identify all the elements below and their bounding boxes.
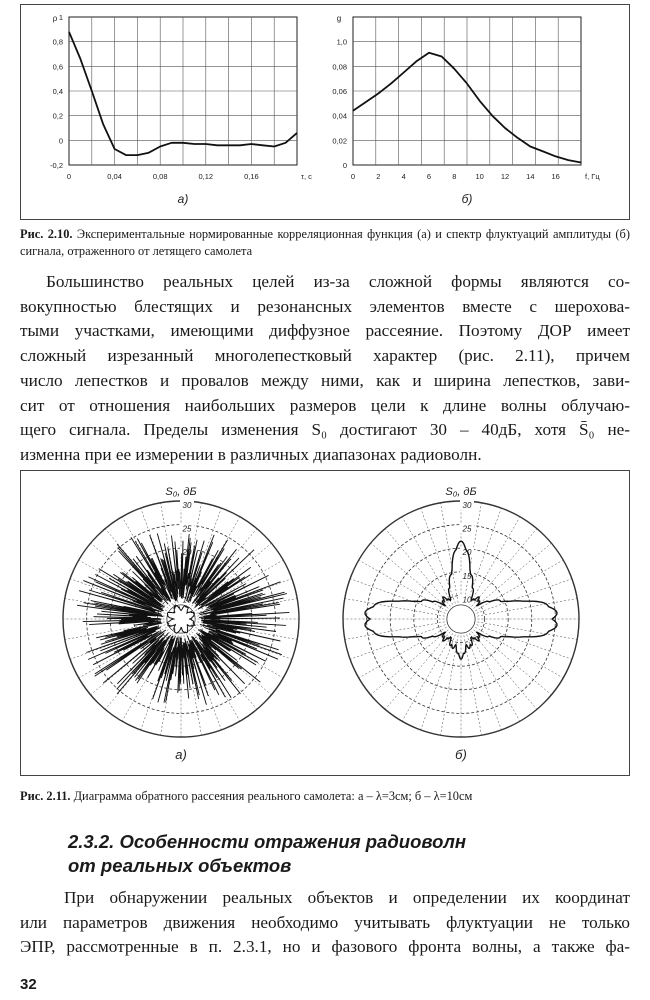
paragraph-1-line: вокупностью блестящих и резонансных элементов вместе с шерохова- [20,296,630,316]
polar-spoke [472,632,537,710]
polar-spoke [441,635,459,735]
polar-plot-b [343,486,579,762]
y-tick-label: 0,04 [332,111,347,121]
polar-spoke [477,625,572,660]
figure-2-10-caption-label: Рис. 2.10. [20,227,73,241]
radial-tick-label: 15 [462,571,472,581]
x-tick-label: 2 [376,172,381,181]
radial-axis-label: S₀, дБ [165,486,197,498]
x-tick-label: 0,08 [152,172,168,181]
x-tick-label: 0,16 [244,172,259,181]
polar-plot-a [63,486,299,762]
y-tick-label: -0,2 [50,161,63,170]
polar-spoke [467,635,502,730]
paragraph-1-line: число лепестков и провалов между ними, как и ширина лепестков, зави- [20,370,630,390]
polar-spoke [477,579,572,614]
polar-spoke [371,543,449,608]
y-tick-label: 0 [58,136,63,146]
x-tick-label: 0 [350,172,356,181]
paragraph-2-line: или параметров движения необходимо учитывать флуктуации не только [20,912,630,932]
x-tick-label: 10 [475,172,484,181]
paragraph-1-line: изменна при ее измерении в различных диапазонах радиоволн. [20,444,482,464]
polar-spoke [385,632,450,710]
polar-spoke [474,630,552,695]
panel-label: а) [175,747,187,762]
radial-tick-label: 25 [462,524,472,534]
paragraph-1-line: Большинство реальных целей из-за сложной формы являются со- [46,272,630,291]
radial-tick-label: 30 [182,501,192,510]
paragraph-2 [20,886,630,960]
radial-tick-label: 10 [182,595,192,605]
paragraph-1 [20,270,630,468]
spectrum-plot [332,14,600,206]
paragraph-1-line: тыми участками, имеющими диффузное рассеяние. Поэтому ДОР имеет [20,321,630,341]
paragraph-2-line: ЭПР, рассмотренные в п. 2.3.1, но и фазового фронта волны, а также фа- [20,937,630,957]
paragraph-1-line: щего сигнала. Пределы изменения S₀ достигают 30 – 40дБ, хотя S̄₀ не- [20,420,630,440]
y-tick-label: 0,02 [332,136,347,146]
y-tick-label: 0,08 [332,62,347,72]
x-axis-label: τ, с [301,172,312,181]
paragraph-1-line: сложный изрезанный многолепестковый характер (рис. 2.11), причем [20,346,630,366]
radial-tick-label: 20 [462,548,472,558]
figure-2-10-caption [20,226,630,260]
paragraph-2-line: При обнаружении реальных объектов и определении их координат [64,888,630,907]
figure-2-11-caption-text: Диаграмма обратного рассеяния реального самолета: а – λ=3см; б – λ=10см [73,789,473,803]
section-heading [68,830,466,878]
figure-2-10-caption-text: Экспериментальные нормированные корреляционная функция (а) и спектр флуктуаций амплитуды (б) сигнала, отраженного от летящего самолета [20,227,630,258]
figure-2-11 [20,470,630,776]
paragraph-1-line: сит от отношения наибольших размеров цели к длине волны облучаю- [20,395,630,415]
panel-label: а) [177,192,189,206]
x-tick-label: 0,12 [198,172,214,181]
polar-spoke [472,529,537,607]
x-tick-label: 8 [452,172,457,181]
y-tick-label: 1 [58,13,63,22]
figure-2-11-caption-label: Рис. 2.11. [20,789,71,803]
y-tick-label: 0,4 [52,87,63,96]
x-tick-label: 14 [526,172,535,181]
section-title-line-2: от реальных объектов [68,855,292,876]
x-tick-label: 0,04 [107,172,122,181]
x-tick-label: 12 [500,172,510,181]
y-tick-label: 0,06 [332,87,347,96]
panel-label: б) [455,747,467,762]
section-title-line-1: Особенности отражения радиоволн [119,831,467,852]
x-tick-label: 16 [551,172,560,181]
x-tick-label: 6 [426,172,432,181]
y-tick-label: 0,6 [52,62,63,72]
panel-label: б) [461,192,473,206]
section-number: 2.3.2. [68,831,115,852]
x-tick-label: 4 [401,172,406,181]
y-tick-label: 0 [342,161,347,170]
polar-spoke [474,543,552,608]
radial-tick-label: 30 [462,501,472,510]
x-axis-label: f, Гц [585,172,600,181]
x-tick-label: 0 [66,172,72,181]
polar-spoke [350,579,445,614]
figure-2-11-caption [20,788,630,805]
y-tick-label: 0,2 [52,111,63,121]
y-tick-label: 0,8 [52,37,63,47]
y-axis-label: ρ [52,14,58,23]
radial-tick-label: 20 [182,548,192,558]
radial-tick-label: 10 [462,595,472,605]
polar-spoke [385,529,450,607]
polar-spoke [421,508,456,603]
polar-spoke [350,625,445,660]
polar-spoke [464,635,482,735]
polar-spoke [371,630,449,695]
y-tick-label: 1,0 [336,37,347,47]
figure-2-10-plots [21,5,631,221]
figure-2-11-polar-plots [21,471,631,777]
polar-spoke [421,635,456,730]
page-number: 32 [20,976,37,993]
figure-2-10 [20,4,630,220]
radial-axis-label: S₀, дБ [445,486,477,498]
polar-center-ring [447,605,475,633]
radial-tick-label: 15 [182,571,192,581]
y-axis-label: g [336,14,342,23]
correlation-plot [50,13,312,206]
radial-tick-label: 25 [182,524,192,534]
